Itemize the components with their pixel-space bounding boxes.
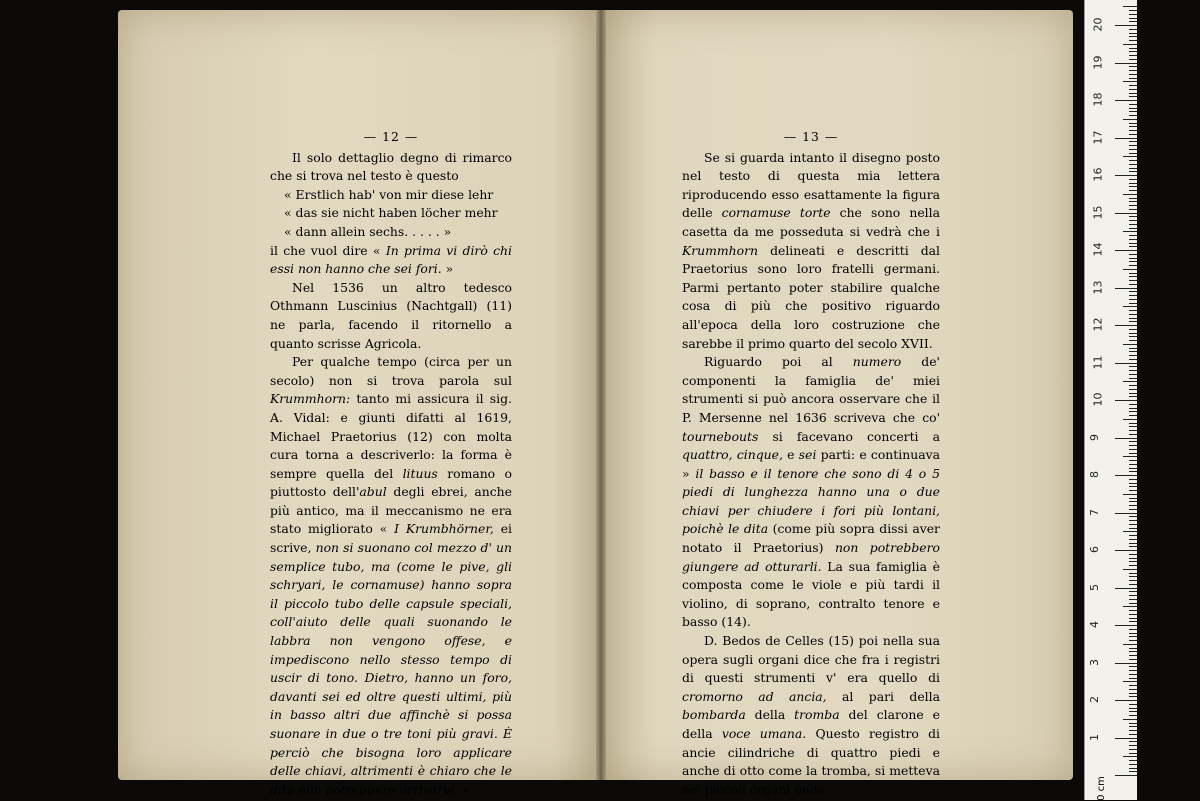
ruler-tick (1129, 648, 1137, 649)
ruler-tick (1129, 224, 1137, 225)
ruler-tick (1129, 370, 1137, 371)
ruler-tick (1123, 756, 1137, 757)
ruler-tick (1129, 486, 1137, 487)
ruler-tick (1123, 681, 1137, 682)
ruler-tick (1129, 216, 1137, 217)
italic-run: lituus (402, 465, 438, 481)
ruler-tick (1129, 659, 1137, 660)
ruler-number: 6 (1088, 546, 1101, 553)
text-run: » (445, 261, 454, 277)
ruler-tick (1129, 258, 1137, 259)
text-run: della (754, 707, 786, 723)
ruler-tick (1129, 464, 1137, 465)
ruler-number: 13 (1091, 280, 1105, 294)
ruler-number: 4 (1088, 621, 1101, 628)
ruler-tick (1129, 715, 1137, 716)
ruler-number: 10 (1091, 392, 1105, 407)
ruler-tick (1129, 235, 1137, 236)
ruler-tick (1115, 438, 1137, 439)
italic-run: cornamuse torte (721, 205, 831, 221)
ruler-tick (1129, 595, 1137, 596)
ruler-tick (1129, 430, 1137, 431)
ruler-tick (1129, 291, 1137, 292)
ruler-tick (1129, 591, 1137, 592)
ruler-number: 16 (1091, 167, 1105, 182)
ruler-tick (1129, 104, 1137, 105)
ruler-tick (1129, 348, 1137, 349)
ruler-tick (1129, 528, 1137, 529)
ruler-tick (1129, 126, 1137, 127)
ruler-tick (1129, 374, 1137, 375)
ruler-tick (1123, 81, 1137, 82)
ruler-tick (1129, 633, 1137, 634)
ruler-tick (1129, 96, 1137, 97)
ruler-tick (1129, 741, 1137, 742)
ruler-tick (1129, 734, 1137, 735)
ruler-tick (1129, 280, 1137, 281)
ruler-tick (1129, 74, 1137, 75)
ruler-tick (1123, 494, 1137, 495)
ruler-tick (1129, 423, 1137, 424)
ruler-tick (1115, 588, 1137, 589)
ruler-tick (1129, 153, 1137, 154)
italic-run: il basso e il tenore che sono di 4 o 5 piedi di lunghezza hanno una o due chiavi per chiudere i fori più lontani, poichè le dita (682, 465, 940, 537)
ruler-tick (1129, 389, 1137, 390)
ruler-tick (1129, 329, 1137, 330)
ruler-tick (1129, 621, 1137, 622)
ruler-tick (1115, 213, 1137, 214)
ruler-tick (1129, 89, 1137, 90)
left-page-text (270, 128, 512, 799)
ruler-number: 1 (1088, 733, 1101, 741)
ruler-tick (1129, 505, 1137, 506)
ruler-tick (1115, 475, 1137, 476)
ruler-tick (1129, 70, 1137, 71)
text-run: al pari della (842, 688, 940, 704)
ruler-tick (1129, 48, 1137, 49)
ruler-tick (1129, 314, 1137, 315)
ruler-tick (1129, 546, 1137, 547)
ruler-tick (1129, 689, 1137, 690)
ruler-tick (1129, 201, 1137, 202)
ruler-tick (1129, 205, 1137, 206)
ruler-tick (1115, 700, 1137, 701)
ruler-tick (1129, 14, 1137, 15)
ruler-tick (1129, 539, 1137, 540)
ruler-tick (1129, 524, 1137, 525)
ruler-tick (1129, 93, 1137, 94)
ruler-tick (1129, 190, 1137, 191)
ruler-tick (1129, 284, 1137, 285)
ruler-number: 5 (1088, 583, 1101, 591)
ruler-tick (1115, 175, 1137, 176)
text-run: delineati e descritti dal Praetorius sono loro fratelli germani. Parmi pertanto poter stabilire qualche cosa di più che positivo riguardo all'epoca della loro costruzione che sarebbe il primo quarto del secolo XVII. (682, 242, 940, 351)
ruler-tick (1123, 6, 1137, 7)
ruler-tick (1129, 254, 1137, 255)
ruler-tick (1129, 243, 1137, 244)
italic-run: I Krumbhörner, (394, 521, 494, 537)
ruler-tick (1129, 426, 1137, 427)
paragraph (682, 632, 940, 799)
ruler-tick (1129, 186, 1137, 187)
ruler-tick (1115, 363, 1137, 364)
ruler-tick (1129, 434, 1137, 435)
ruler-number: 19 (1091, 55, 1105, 69)
ruler-tick (1129, 708, 1137, 709)
ruler-tick (1129, 573, 1137, 574)
ruler-tick (1129, 261, 1137, 262)
ruler-tick (1129, 501, 1137, 502)
ruler-tick (1129, 198, 1137, 199)
ruler-tick (1115, 775, 1137, 776)
ruler-tick (1129, 704, 1137, 705)
ruler-tick (1123, 606, 1137, 607)
verse-line: « das sie nicht haben löcher mehr (284, 205, 498, 221)
ruler-tick (1129, 265, 1137, 266)
italic-run: In prima vi dirò chi essi non hanno che sei fori. (270, 242, 512, 277)
text-run: Questo registro di ancie cilindriche di quattro piedi e anche di otto come la tromba, si metteva ne' piccoli organi onde (682, 726, 940, 797)
ruler-tick (1115, 288, 1137, 289)
ruler-tick (1129, 299, 1137, 300)
ruler-tick (1123, 231, 1137, 232)
ruler-tick (1123, 456, 1137, 457)
ruler-tick (1129, 111, 1137, 112)
ruler-tick (1129, 666, 1137, 667)
ruler-tick (1129, 411, 1137, 412)
verse-line: « dann allein sechs. . . . . » (284, 223, 452, 239)
ruler-tick (1129, 310, 1137, 311)
paragraph (682, 149, 940, 354)
ruler-tick (1123, 269, 1137, 270)
ruler-tick (1123, 644, 1137, 645)
ruler-tick (1123, 719, 1137, 720)
ruler-tick (1129, 404, 1137, 405)
ruler-tick (1129, 115, 1137, 116)
italic-run: non si suonano col mezzo d' un semplice tubo, ma (come le pive, gli schryari, le cornamuse) hanno sopra il piccolo tubo delle capsule speciali, coll'aiuto delle quali suonando le labbra non vengono offese, e impediscono nello stesso tempo di uscir di tono. Dietro, hanno un foro, davanti sei ed oltre questi ultimi, più in basso altri due affinchè si possa suonare in due o tre toni più gravi. È perciò che bisogna loro applicare delle chiavi, altrimenti è chiaro che le dita non potrebbero arrivarvi. (270, 540, 512, 797)
book-gutter (596, 10, 606, 780)
ruler-tick (1129, 584, 1137, 585)
text-run: tanto mi assicura il sig. A. Vidal: e giunti difatti al 1619, Michael Praetorius (12) con molta cura torna a descriverlo: la forma è sempre quella del (270, 391, 512, 481)
ruler-tick (1129, 408, 1137, 409)
ruler-unit-label: 0 cm (1095, 776, 1107, 801)
italic-run: voce umana. (721, 726, 807, 741)
ruler-tick (1115, 25, 1137, 26)
text-run: parti: e continuava » (682, 447, 940, 481)
ruler-tick (1129, 543, 1137, 544)
ruler-tick (1129, 520, 1137, 521)
italic-run: quattro, cinque, (682, 447, 783, 463)
text-run: che sono nella casetta da me posseduta si vedrà che i (682, 205, 940, 239)
ruler-tick (1129, 21, 1137, 22)
ruler-tick (1123, 156, 1137, 157)
ruler-tick (1123, 119, 1137, 120)
ruler-tick (1129, 490, 1137, 491)
ruler-tick (1129, 273, 1137, 274)
ruler-tick (1123, 569, 1137, 570)
ruler-tick (1129, 78, 1137, 79)
text-run: D. Bedos de Celles (15) poi nella sua opera sugli organi dice che fra i registri di questi strumenti v' era quello di (682, 633, 940, 686)
text-run: Per qualche tempo (circa per un secolo) non si trova parola sul (270, 354, 512, 388)
ruler-tick (1115, 325, 1137, 326)
ruler-tick (1115, 550, 1137, 551)
ruler-tick (1123, 306, 1137, 307)
ruler-tick (1129, 33, 1137, 34)
ruler-tick (1129, 471, 1137, 472)
ruler-tick (1129, 479, 1137, 480)
ruler-tick (1123, 531, 1137, 532)
ruler-tick (1129, 164, 1137, 165)
ruler-tick (1129, 678, 1137, 679)
ruler-tick (1129, 179, 1137, 180)
ruler-tick (1115, 63, 1137, 64)
ruler-number: 17 (1091, 130, 1105, 144)
measurement-ruler (1084, 0, 1137, 800)
ruler-tick (1129, 558, 1137, 559)
ruler-tick (1129, 40, 1137, 41)
ruler-tick (1129, 295, 1137, 296)
ruler-tick (1129, 183, 1137, 184)
ruler-tick (1129, 468, 1137, 469)
paragraph (682, 353, 940, 632)
ruler-tick (1115, 100, 1137, 101)
ruler-number: 18 (1091, 92, 1105, 107)
ruler-number: 14 (1091, 242, 1105, 257)
ruler-tick (1129, 535, 1137, 536)
ruler-number: 3 (1088, 658, 1101, 666)
ruler-tick (1129, 749, 1137, 750)
ruler-number: 7 (1088, 508, 1101, 516)
ruler-tick (1129, 554, 1137, 555)
ruler-tick (1129, 55, 1137, 56)
ruler-number: 15 (1091, 205, 1105, 219)
ruler-tick (1129, 303, 1137, 304)
ruler-tick (1129, 614, 1137, 615)
ruler-tick (1129, 51, 1137, 52)
ruler-tick (1129, 318, 1137, 319)
text-run: si facevano concerti a (772, 428, 940, 444)
ruler-tick (1129, 18, 1137, 19)
ruler-tick (1115, 738, 1137, 739)
ruler-tick (1129, 149, 1137, 150)
ruler-tick (1129, 771, 1137, 772)
italic-run: sei (798, 447, 817, 463)
ruler-tick (1129, 483, 1137, 484)
italic-run: bombarda (682, 707, 746, 723)
italic-run: non potrebbero giungere ad otturarli. (682, 540, 940, 574)
text-run: e (787, 447, 795, 463)
right-page-text (682, 128, 940, 799)
paragraph: Nel 1536 un altro tedesco Othmann Luscinius (Nachtgall) (11) ne parla, facendo il ritornello a quanto scrisse Agricola. (270, 279, 512, 351)
ruler-tick (1129, 321, 1137, 322)
text-run: ei scrive, (270, 521, 512, 556)
ruler-tick (1129, 85, 1137, 86)
ruler-tick (1115, 138, 1137, 139)
ruler-tick (1129, 168, 1137, 169)
ruler-tick (1123, 419, 1137, 420)
ruler-number: 11 (1091, 355, 1105, 369)
ruler-tick (1129, 445, 1137, 446)
ruler-tick (1129, 333, 1137, 334)
paragraph (270, 353, 512, 799)
ruler-tick (1129, 441, 1137, 442)
text-run: Riguardo poi al (704, 354, 833, 370)
ruler-tick (1123, 194, 1137, 195)
ruler-tick (1129, 228, 1137, 229)
ruler-tick (1123, 381, 1137, 382)
ruler-tick (1129, 670, 1137, 671)
ruler-tick (1129, 711, 1137, 712)
ruler-tick (1129, 685, 1137, 686)
text-run: romano o piuttosto dell' (270, 465, 512, 500)
text-run: il che vuol dire « (270, 242, 381, 258)
ruler-number: 20 (1091, 17, 1105, 32)
paragraph: Il solo dettaglio degno di rimarco che si trova nel testo è questo (270, 149, 512, 184)
ruler-tick (1129, 730, 1137, 731)
ruler-tick (1129, 636, 1137, 637)
text-run: » (462, 781, 470, 797)
ruler-tick (1129, 134, 1137, 135)
ruler-tick (1129, 209, 1137, 210)
italic-run: tromba (794, 707, 840, 723)
ruler-tick (1129, 415, 1137, 416)
italic-run: Krummhorn (682, 242, 759, 258)
ruler-tick (1129, 108, 1137, 109)
ruler-tick (1129, 246, 1137, 247)
ruler-tick (1129, 629, 1137, 630)
ruler-tick (1129, 393, 1137, 394)
ruler-tick (1129, 599, 1137, 600)
ruler-number: 12 (1091, 317, 1105, 332)
ruler-tick (1129, 220, 1137, 221)
ruler-tick (1129, 351, 1137, 352)
ruler-tick (1129, 651, 1137, 652)
ruler-tick (1129, 565, 1137, 566)
ruler-tick (1129, 693, 1137, 694)
italic-run: abul (359, 484, 387, 500)
ruler-tick (1129, 276, 1137, 277)
ruler-tick (1129, 723, 1137, 724)
ruler-tick (1129, 640, 1137, 641)
text-run: Se si guarda intanto il disegno posto nel testo di questa mia lettera riproducendo esso esattamente la figura delle (682, 149, 940, 221)
ruler-tick (1129, 764, 1137, 765)
ruler-tick (1123, 44, 1137, 45)
italic-run: numero (852, 354, 902, 370)
ruler-tick (1129, 509, 1137, 510)
ruler-tick (1129, 726, 1137, 727)
ruler-tick (1129, 696, 1137, 697)
ruler-tick (1129, 123, 1137, 124)
ruler-tick (1129, 355, 1137, 356)
italic-run: tournebouts (682, 428, 759, 444)
ruler-tick (1129, 359, 1137, 360)
ruler-tick (1115, 250, 1137, 251)
ruler-tick (1115, 625, 1137, 626)
ruler-number: 2 (1088, 696, 1101, 703)
page-number-13: — 13 — (783, 129, 839, 144)
ruler-tick (1115, 400, 1137, 401)
ruler-tick (1129, 385, 1137, 386)
ruler-tick (1129, 340, 1137, 341)
ruler-tick (1129, 655, 1137, 656)
ruler-tick (1129, 498, 1137, 499)
ruler-tick (1129, 29, 1137, 30)
ruler-tick (1123, 344, 1137, 345)
italic-run: cromorno ad ancia, (682, 688, 827, 704)
ruler-tick (1129, 610, 1137, 611)
text-run: de' componenti la famiglia de' miei strumenti si può ancora osservare che il P. Mersenne nel 1636 scriveva che co' (682, 354, 940, 425)
ruler-tick (1129, 449, 1137, 450)
text-run: La sua famiglia è composta come le viole e più tardi il violino, di soprano, contralto tenore e basso (14). (682, 558, 940, 630)
verse-line: « Erstlich hab' von mir diese lehr (284, 186, 494, 202)
ruler-tick (1129, 366, 1137, 367)
paragraph (270, 242, 512, 279)
text-run: (come più sopra dissi aver notato il Praetorius) (682, 521, 940, 556)
ruler-tick (1129, 378, 1137, 379)
ruler-tick (1129, 160, 1137, 161)
ruler-tick (1129, 745, 1137, 746)
ruler-tick (1129, 130, 1137, 131)
ruler-tick (1129, 239, 1137, 240)
ruler-tick (1129, 768, 1137, 769)
ruler-tick (1129, 603, 1137, 604)
ruler-number: 9 (1088, 433, 1101, 441)
ruler-tick (1129, 141, 1137, 142)
ruler-tick (1129, 674, 1137, 675)
ruler-tick (1129, 145, 1137, 146)
ruler-tick (1129, 59, 1137, 60)
ruler-tick (1129, 460, 1137, 461)
ruler-tick (1129, 36, 1137, 37)
text-run: degli ebrei, anche più antico, ma il meccanismo ne era stato migliorato « (270, 484, 512, 537)
ruler-tick (1129, 753, 1137, 754)
ruler-tick (1129, 618, 1137, 619)
ruler-tick (1115, 513, 1137, 514)
page-number-12: — 12 — (363, 129, 419, 144)
ruler-tick (1129, 580, 1137, 581)
ruler-tick (1129, 760, 1137, 761)
ruler-tick (1129, 561, 1137, 562)
ruler-tick (1129, 453, 1137, 454)
ruler-number: 8 (1088, 471, 1101, 478)
ruler-tick (1129, 516, 1137, 517)
ruler-tick (1129, 396, 1137, 397)
ruler-tick (1129, 336, 1137, 337)
ruler-tick (1129, 576, 1137, 577)
text-run: del clarone e della (682, 707, 940, 741)
ruler-tick (1129, 66, 1137, 67)
ruler-tick (1129, 171, 1137, 172)
ruler-tick (1115, 663, 1137, 664)
italic-run: Krummhorn: (270, 391, 351, 407)
ruler-tick (1129, 10, 1137, 11)
